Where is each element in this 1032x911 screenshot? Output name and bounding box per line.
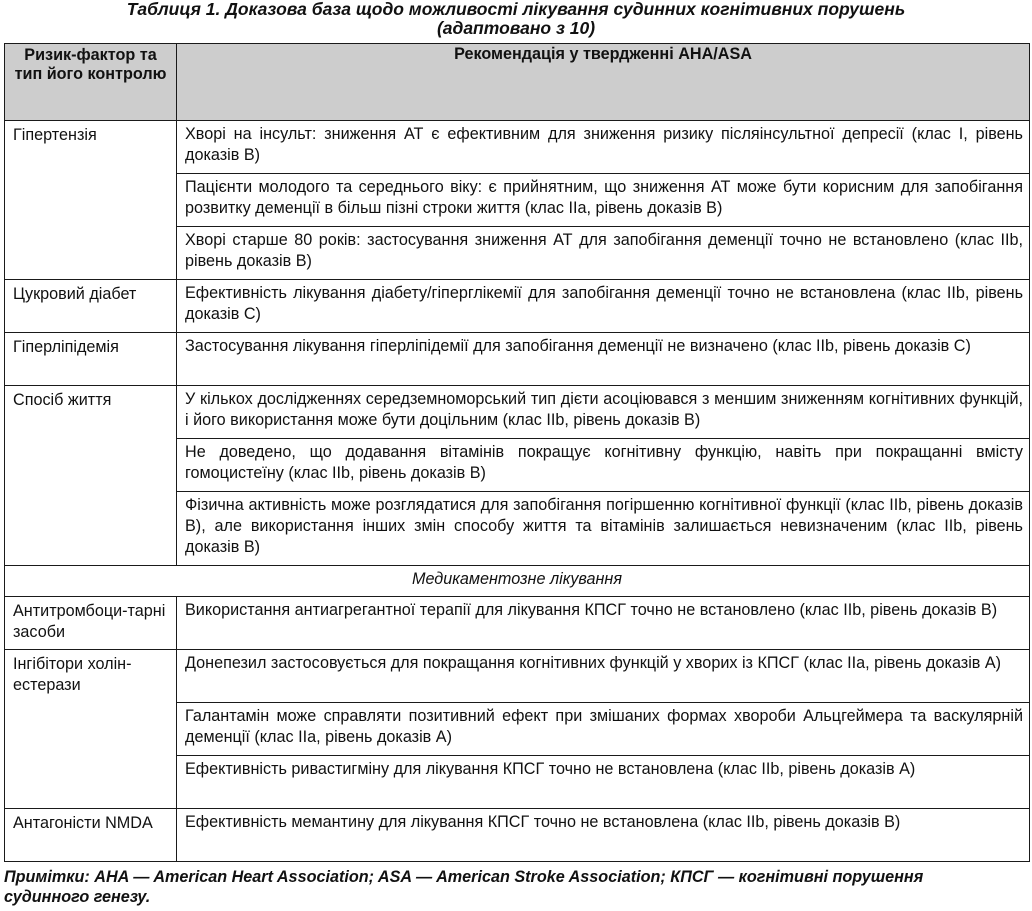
table-footnote: Примітки: AHA — American Heart Association; ASA — American Stroke Association; КПСГ — когнітивні порушення судинного генезу. — [4, 868, 924, 906]
title-line-2: (адаптовано з 10) — [436, 18, 596, 38]
recommendation-cell: Використання антиагрегантної терапії для лікування КПСГ точно не встановлено (клас IIb, рівень доказів В) — [177, 597, 1030, 650]
table-title — [0, 0, 1032, 38]
header-factor: Ризик-фактор та тип його контролю — [5, 44, 177, 121]
table-row — [5, 121, 1030, 174]
recommendation-cell: Пацієнти молодого та середнього віку: є прийнятним, що зниження АТ може бути корисним для запобігання розвитку деменції в більш пізні строки життя (клас IIa, рівень доказів В) — [177, 174, 1030, 227]
recommendation-cell: Хворі на інсульт: зниження АТ є ефективним для зниження ризику післяінсультної депресії (клас I, рівень доказів В) — [177, 121, 1030, 174]
recommendation-cell: У кількох дослідженнях середземноморський тип дієти асоціювався з меншим зниженням когнітивних функцій, і його використання може бути доцільним (клас IIb, рівень доказів В) — [177, 386, 1030, 439]
recommendation-cell: Ефективність мемантину для лікування КПСГ точно не встановлена (клас IIb, рівень доказів В) — [177, 809, 1030, 862]
factor-hyperlipidemia: Гіперліпідемія — [5, 333, 177, 386]
header-recommendation: Рекомендація у твердженні AHA/ASA — [177, 44, 1030, 121]
section-row — [5, 566, 1030, 597]
recommendation-cell: Хворі старше 80 років: застосування зниження АТ для запобігання деменції точно не встановлено (клас IIb, рівень доказів В) — [177, 227, 1030, 280]
table-row — [5, 650, 1030, 703]
section-label: Медикаментозне лікування — [5, 566, 1030, 597]
recommendation-cell: Фізична активність може розглядатися для запобігання погіршенню когнітивної функції (клас IIb, рівень доказів В), але використання інших змін способу життя та вітамінів залишається невизначеним (клас IIb, рівень доказів В) — [177, 492, 1030, 566]
recommendation-cell: Донепезил застосовується для покращання когнітивних функцій у хворих із КПСГ (клас IIa, рівень доказів А) — [177, 650, 1030, 703]
factor-nmda-antagonists: Антагоністи NMDA — [5, 809, 177, 862]
factor-antiplatelet: Антитромбоци-тарні засоби — [5, 597, 177, 650]
recommendation-cell: Застосування лікування гіперліпідемії для запобігання деменції не визначено (клас IIb, рівень доказів С) — [177, 333, 1030, 386]
factor-hypertension: Гіпертензія — [5, 121, 177, 280]
header-row — [5, 44, 1030, 121]
table-row — [5, 333, 1030, 386]
recommendation-cell: Галантамін може справляти позитивний ефект при змішаних формах хвороби Альцгеймера та васкулярній деменції (клас IIa, рівень доказів А) — [177, 703, 1030, 756]
recommendation-cell: Не доведено, що додавання вітамінів покращує когнітивну функцію, навіть при покращанні вмісту гомоцистеїну (клас IIb, рівень доказів В) — [177, 439, 1030, 492]
table-row — [5, 597, 1030, 650]
factor-cholinesterase-inhibitors: Інгібітори холін-естерази — [5, 650, 177, 809]
recommendation-cell: Ефективність лікування діабету/гіперглікемії для запобігання деменції точно не встановлена (клас IIb, рівень доказів С) — [177, 280, 1030, 333]
table-row — [5, 280, 1030, 333]
table-row — [5, 386, 1030, 439]
title-line-1: Таблиця 1. Доказова база щодо можливості лікування судинних когнітивних порушень — [126, 0, 906, 19]
factor-diabetes: Цукровий діабет — [5, 280, 177, 333]
evidence-table — [4, 43, 1030, 862]
recommendation-cell: Ефективність ривастигміну для лікування КПСГ точно не встановлена (клас IIb, рівень доказів А) — [177, 756, 1030, 809]
table-row — [5, 809, 1030, 862]
factor-lifestyle: Спосіб життя — [5, 386, 177, 566]
